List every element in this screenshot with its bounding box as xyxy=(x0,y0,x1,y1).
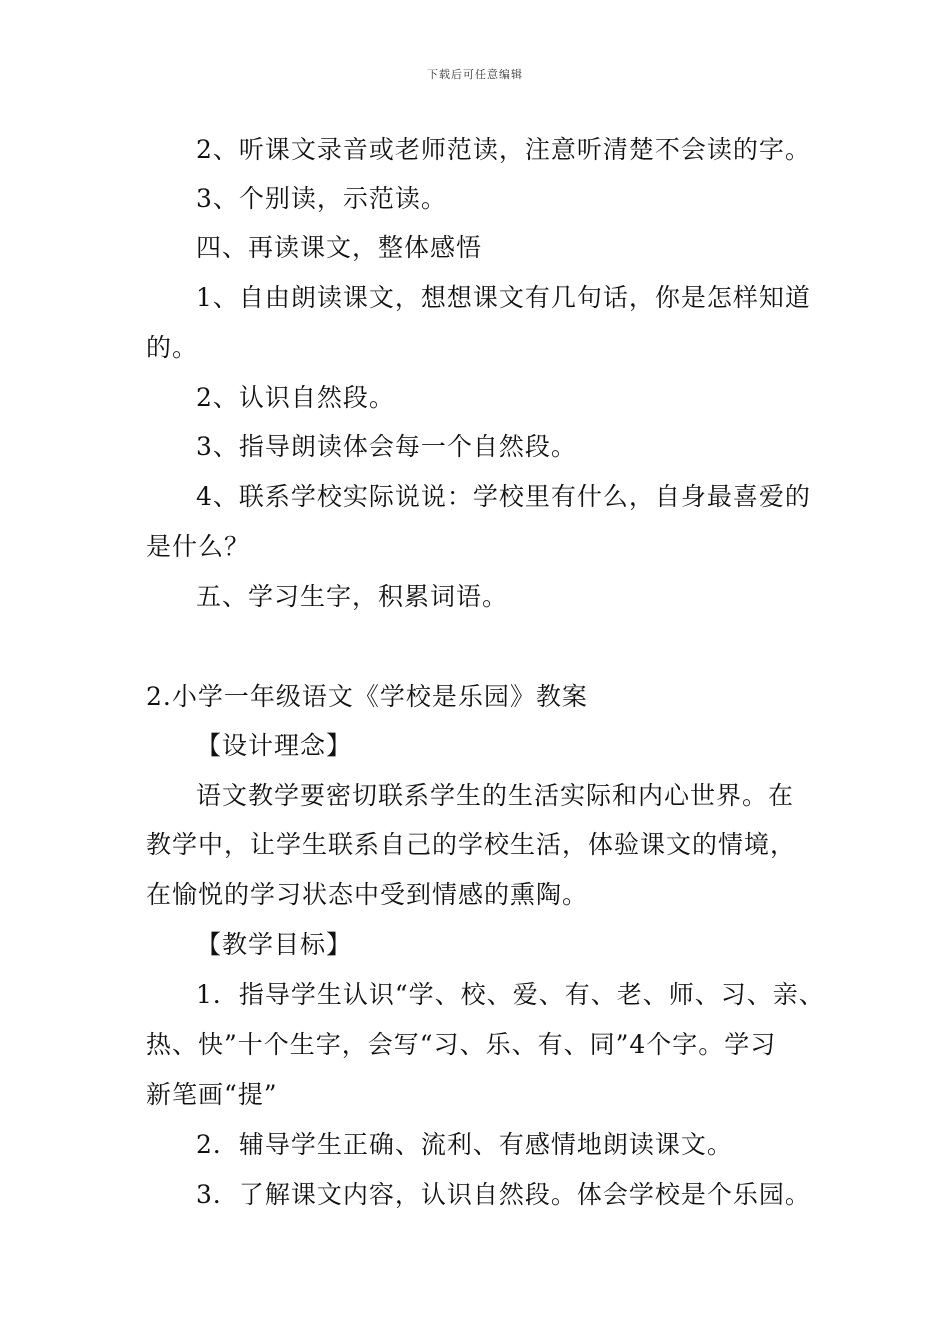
text-line: 1．指导学生认识“学、校、爱、有、老、师、习、亲、 xyxy=(196,980,825,1009)
text-line: 3、个别读，示范读。 xyxy=(196,184,447,213)
section-heading: 【教学目标】 xyxy=(196,930,353,959)
section-heading: 四、再读课文，整体感悟 xyxy=(196,233,483,262)
text-line: 2、听课文录音或老师范读，注意听清楚不会读的字。 xyxy=(196,135,811,164)
text-line: 是什么？ xyxy=(146,532,251,561)
text-line: 语文教学要密切联系学生的生活实际和内心世界。在 xyxy=(196,781,795,810)
text-line: 4、联系学校实际说说：学校里有什么，自身最喜爱的 xyxy=(196,482,811,511)
text-line: 在愉悦的学习状态中受到情感的熏陶。 xyxy=(146,880,589,909)
text-line: 教学中，让学生联系自己的学校生活，体验课文的情境， xyxy=(146,830,797,859)
text-line: 的。 xyxy=(146,333,199,362)
section-heading: 五、学习生字，积累词语。 xyxy=(196,582,509,611)
text-line: 3．了解课文内容，认识自然段。体会学校是个乐园。 xyxy=(196,1180,811,1209)
section-heading: 【设计理念】 xyxy=(196,731,353,760)
text-line: 1、自由朗读课文，想想课文有几句话，你是怎样知道 xyxy=(196,283,811,312)
text-line: 2、认识自然段。 xyxy=(196,383,395,412)
text-line: 热、快”十个生字，会写“习、乐、有、同”4个字。学习 xyxy=(146,1030,777,1059)
text-line: 新笔画“提” xyxy=(146,1080,278,1109)
text-line: 3、指导朗读体会每一个自然段。 xyxy=(196,432,577,461)
document-title: 2.小学一年级语文《学校是乐园》教案 xyxy=(146,682,588,711)
text-line: 2．辅导学生正确、流利、有感情地朗读课文。 xyxy=(196,1130,733,1159)
header-note: 下载后可任意编辑 xyxy=(427,68,523,81)
